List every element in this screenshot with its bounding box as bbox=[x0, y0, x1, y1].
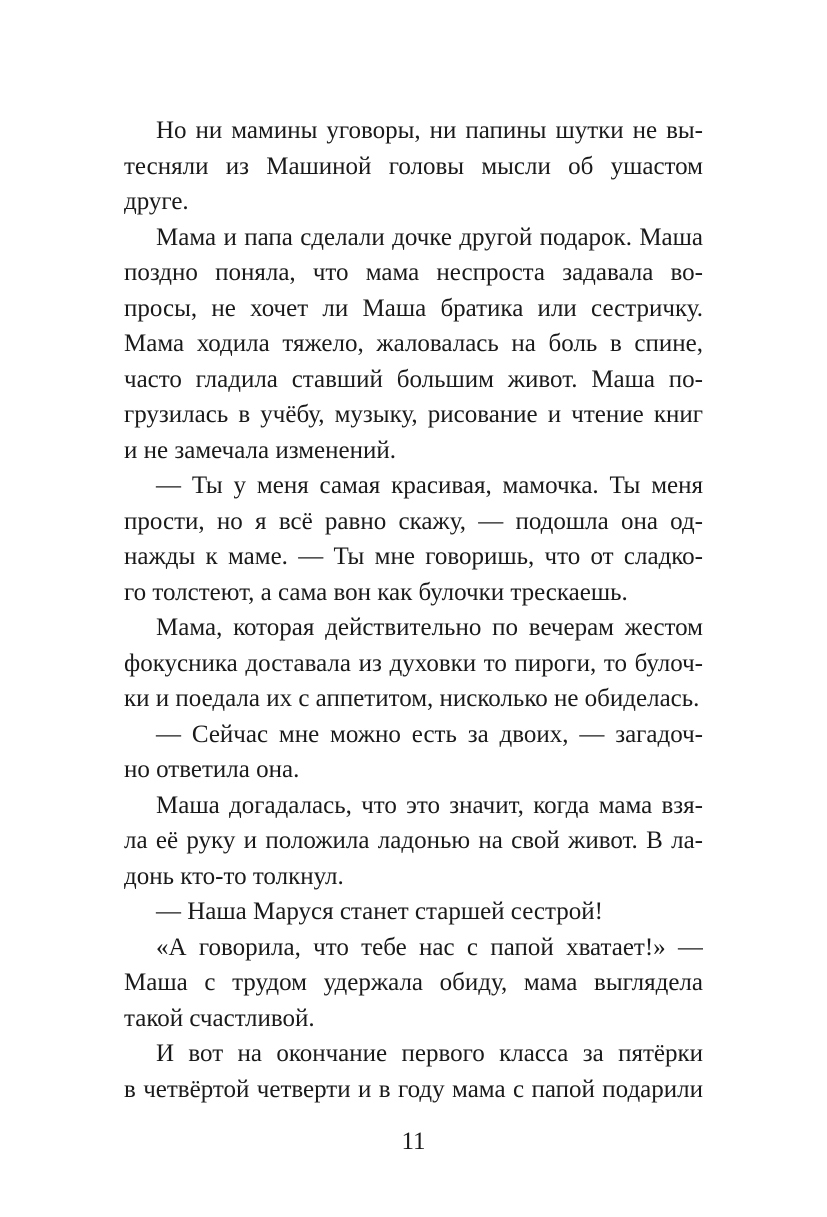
text-line: нажды к маме. — Ты мне говоришь, что от сладко- bbox=[124, 543, 703, 570]
text-line: Но ни мамины уговоры, ни папины шутки не вы- bbox=[156, 117, 703, 144]
text-line: прости, но я всё равно скажу, — подошла она од- bbox=[124, 507, 703, 535]
text-line: ла её руку и положила ладонью на свой живот. В ла- bbox=[124, 827, 703, 854]
text-line: — Наша Маруся станет старшей сестрой! bbox=[156, 898, 603, 925]
text-line: Маша догадалась, что это значит, когда мама взя- bbox=[156, 791, 703, 819]
text-line: Мама ходила тяжело, жаловалась на боль в спине, bbox=[124, 330, 703, 357]
text-line: — Сейчас мне можно есть за двоих, — загадоч- bbox=[156, 720, 703, 748]
page-number: 11 bbox=[401, 1128, 426, 1155]
text-line: просы, не хочет ли Маша братика или сестричку. bbox=[124, 294, 703, 322]
text-line: тесняли из Машиной головы мысли об ушастом bbox=[124, 152, 703, 180]
text-line: и не замечала изменений. bbox=[124, 436, 397, 464]
text-line: поздно поняла, что мама неспроста задавала во- bbox=[124, 259, 703, 286]
text-line: Маша с трудом удержала обиду, мама выглядела bbox=[124, 969, 703, 996]
text-line: фокусника доставала из духовки то пироги, то булоч- bbox=[124, 649, 703, 677]
text-line: Мама, которая действительно по вечерам жестом bbox=[156, 614, 703, 641]
text-line: ки и поедала их с аппетитом, нисколько не обиделась. bbox=[124, 685, 700, 712]
text-line: но ответила она. bbox=[124, 756, 300, 783]
text-line: «А говорила, что тебе нас с папой хватает!» — bbox=[156, 933, 703, 961]
text-line: И вот на окончание первого класса за пятёрки bbox=[156, 1040, 703, 1067]
text-line: грузилась в учёбу, музыку, рисование и чтение книг bbox=[124, 401, 703, 428]
text-line: го толстеют, а сама вон как булочки трескаешь. bbox=[124, 578, 628, 606]
text-line: донь кто-то толкнул. bbox=[124, 862, 344, 890]
text-line: в четвёртой четверти и в году мама с папой подарили bbox=[124, 1075, 703, 1103]
body-text bbox=[124, 113, 703, 1107]
text-line: друге. bbox=[124, 188, 189, 215]
text-line: Мама и папа сделали дочке другой подарок. Маша bbox=[156, 223, 703, 251]
text-line: — Ты у меня самая красивая, мамочка. Ты меня bbox=[156, 472, 703, 499]
text-line: часто гладила ставший большим живот. Маша по- bbox=[124, 365, 703, 393]
text-line: такой счастливой. bbox=[124, 1004, 315, 1032]
